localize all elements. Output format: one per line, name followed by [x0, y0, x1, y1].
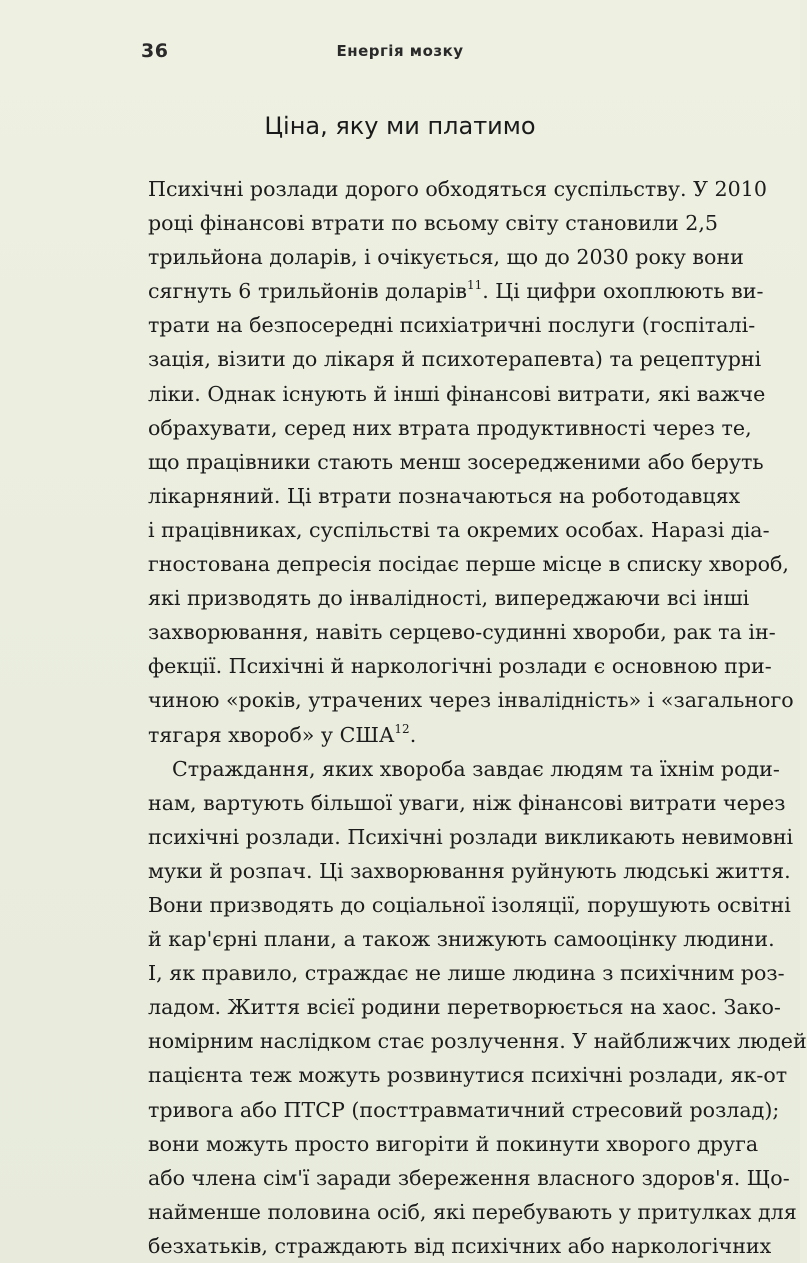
text-line: або члена сім'ї заради збереження власного здоров'я. Що-: [148, 1165, 790, 1190]
body-text: [148, 172, 807, 1263]
text-line: пацієнта теж можуть розвинутися психічні розлади, як-от: [148, 1063, 788, 1088]
text-line: що працівники стають менш зосередженими або беруть: [148, 449, 764, 474]
paragraph-first-line: Страждання, яких хвороба завдає людям та їхнім роди-: [172, 756, 780, 781]
text-line: муки й розпач. Ці захворювання руйнують людські життя.: [148, 858, 791, 883]
text-fragment: .: [409, 722, 417, 747]
text-fragment: сягнуть 6 трильйонів доларів: [148, 279, 467, 304]
footnote-marker-11: 11: [466, 278, 483, 293]
text-fragment: тягаря хвороб» у США: [148, 722, 395, 747]
text-line-with-footnote: [148, 274, 764, 308]
text-line: році фінансові втрати по всьому світу становили 2,5: [148, 211, 718, 236]
text-line: Психічні розлади дорого обходяться суспільству. У 2010: [148, 177, 767, 201]
text-line: ліки. Однак існують й інші фінансові витрати, які важче: [148, 381, 766, 406]
text-line: трати на безпосередні психіатричні послуги (госпіталі-: [148, 313, 756, 338]
text-line: чиною «років, утрачених через інвалідність» і «загального: [148, 688, 794, 713]
text-line: безхатьків, страждають від психічних або наркологічних: [148, 1233, 772, 1258]
text-line: вони можуть просто вигоріти й покинути хворого друга: [148, 1131, 759, 1156]
page-header: [0, 40, 800, 68]
text-line: захворювання, навіть серцево-судинні хвороби, рак та ін-: [148, 620, 776, 645]
section-heading: Ціна, яку ми платимо: [264, 112, 536, 140]
text-line: психічні розлади. Психічні розлади викликають невимовні: [148, 824, 794, 849]
text-line: зація, візити до лікаря й психотерапевта) та рецептурні: [148, 347, 762, 372]
text-line: тривога або ПТСР (посттравматичний стресовий розлад);: [148, 1097, 780, 1122]
text-line: ладом. Життя всієї родини перетворюється на хаос. Зако-: [148, 995, 781, 1020]
text-line: фекції. Психічні й наркологічні розлади є основною при-: [148, 654, 772, 679]
text-line: лікарняний. Ці втрати позначаються на роботодавцях: [148, 483, 741, 508]
text-line: і працівниках, суспільстві та окремих особах. Наразі діа-: [148, 517, 770, 542]
running-title: Енергія мозку: [336, 42, 464, 60]
text-line: й кар'єрні плани, а також знижують самооцінку людини.: [148, 927, 775, 952]
text-line: І, як правило, страждає не лише людина з психічним роз-: [148, 961, 785, 986]
text-line: нам, вартують більшої уваги, ніж фінансові витрати через: [148, 790, 786, 815]
text-line: які призводять до інвалідності, випереджаючи всі інші: [148, 586, 750, 611]
text-line: обрахувати, серед них втрата продуктивності через те,: [148, 415, 752, 440]
page-number: 36: [141, 40, 169, 62]
text-line-with-footnote: [148, 718, 718, 752]
text-line: номірним наслідком стає розлучення. У найближчих людей: [148, 1029, 807, 1054]
footnote-marker-12: 12: [394, 721, 410, 736]
text-line: Вони призводять до соціальної ізоляції, порушують освітні: [148, 892, 791, 917]
text-line: найменше половина осіб, які перебувають у притулках для: [148, 1199, 797, 1224]
text-fragment: . Ці цифри охоплюють ви-: [482, 279, 764, 304]
text-line: трильйона доларів, і очікується, що до 2030 року вони: [148, 245, 744, 270]
text-line: гностована депресія посідає перше місце в списку хвороб,: [148, 552, 789, 577]
